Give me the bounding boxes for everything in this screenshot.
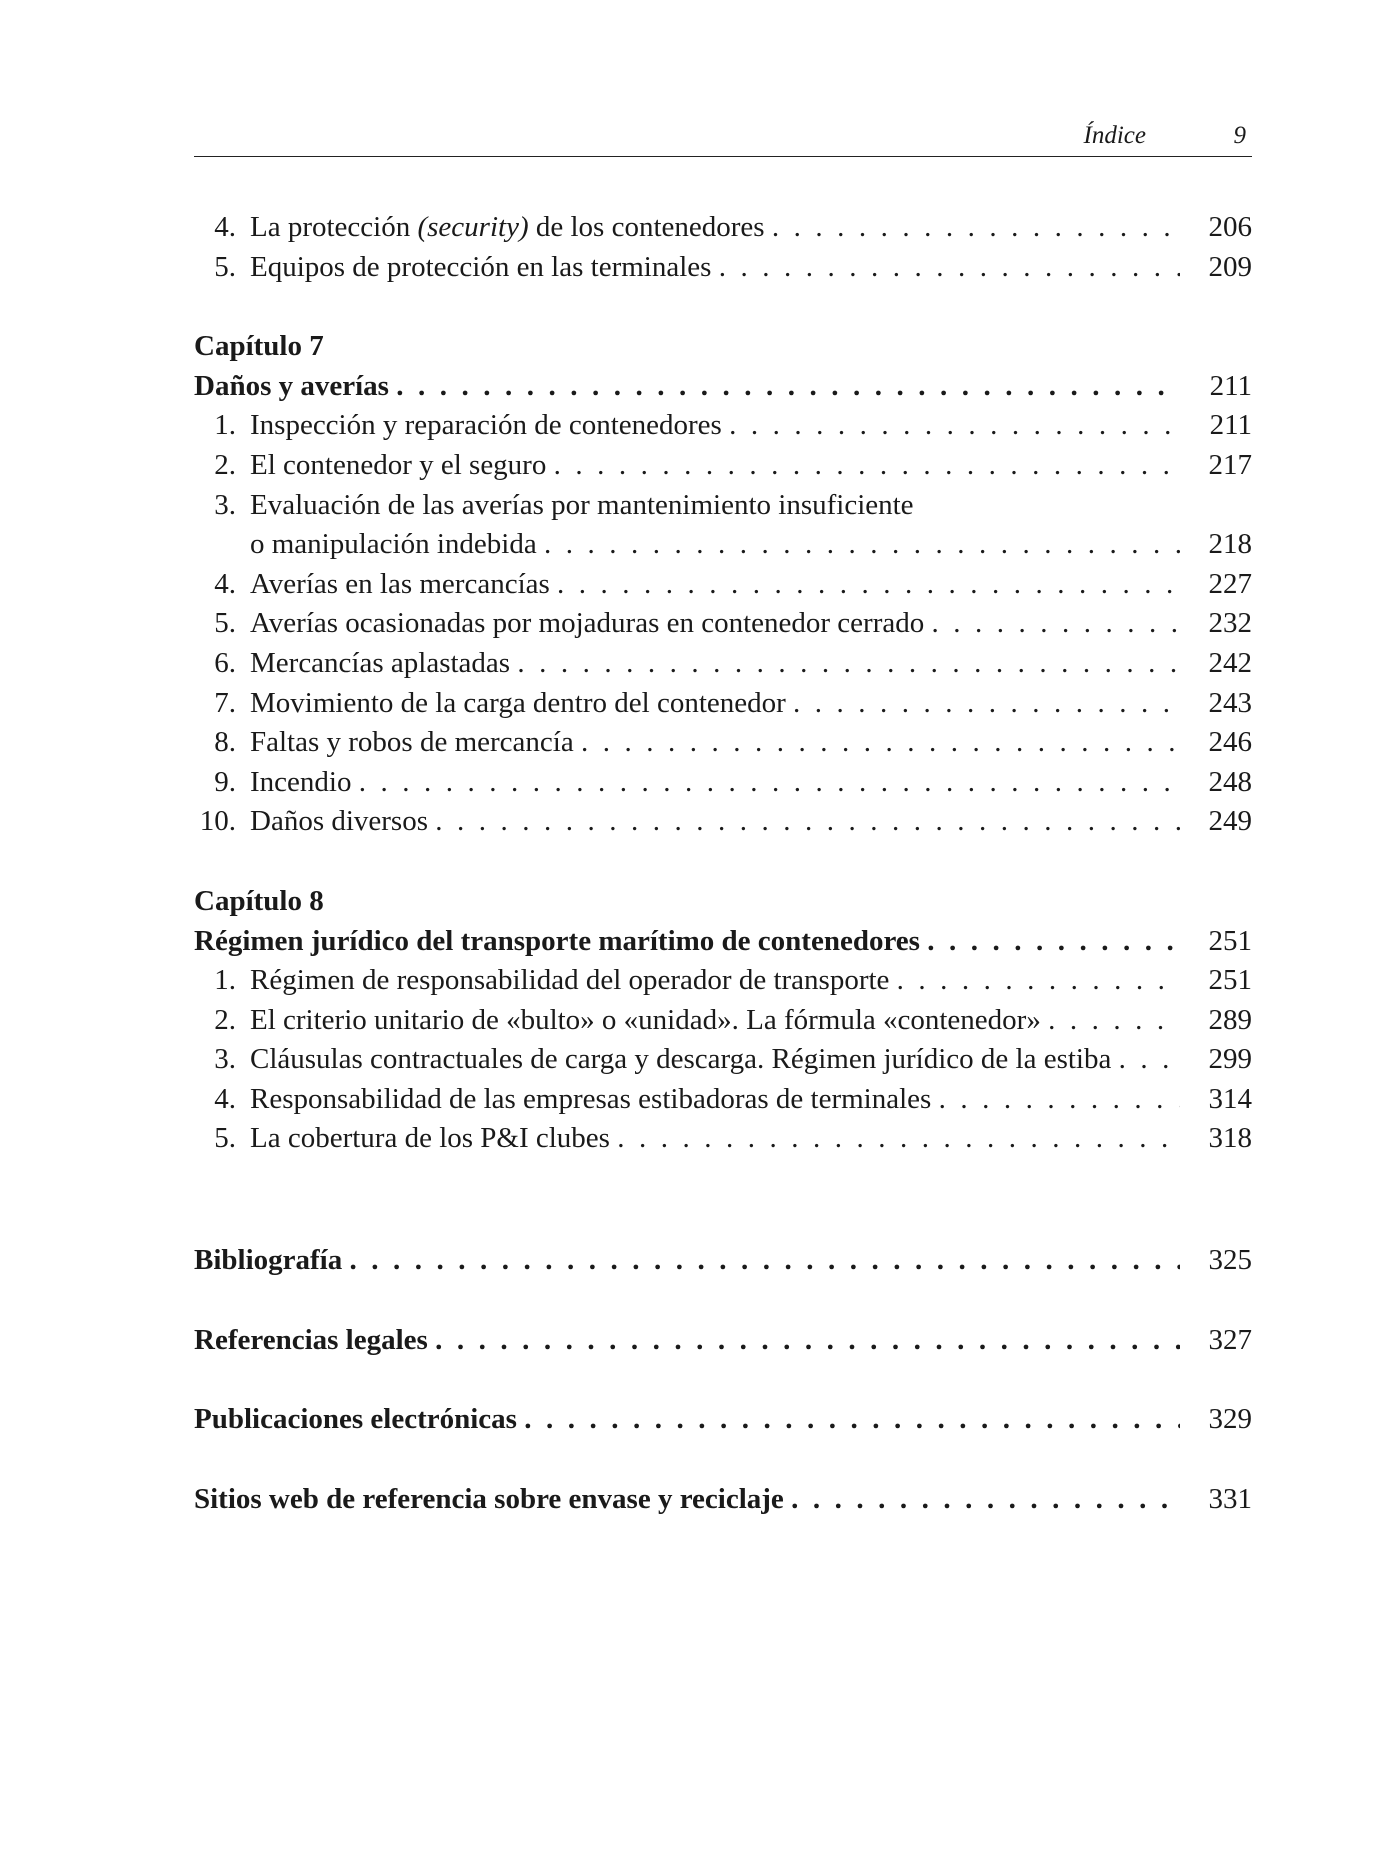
back-matter-title: Sitios web de referencia sobre envase y reciclaje [194, 1482, 784, 1515]
toc-entry[interactable] [194, 565, 1252, 605]
toc-entry-title: El contenedor y el seguro [250, 448, 547, 481]
toc-entry-number: 4. [214, 1082, 236, 1115]
toc-entry-title: Evaluación de las averías por mantenimiento insuficiente [250, 488, 914, 521]
running-header-title: Índice [1083, 122, 1146, 149]
toc-entry-continuation[interactable] [194, 525, 1252, 565]
toc-entry-title: Régimen de responsabilidad del operador de transporte [250, 964, 890, 997]
toc-entry[interactable] [194, 684, 1252, 724]
toc-entry-page: 227 [1208, 567, 1252, 600]
back-matter-entry[interactable] [194, 1480, 1252, 1520]
toc-entry-number: 9. [214, 765, 236, 798]
toc-entry[interactable] [194, 961, 1252, 1001]
toc-entry-title: Responsabilidad de las empresas estibadoras de terminales [250, 1082, 932, 1115]
running-header-page-number: 9 [1233, 122, 1246, 149]
toc-entry[interactable] [194, 486, 1252, 526]
toc-entry[interactable] [194, 1040, 1252, 1080]
toc-entry[interactable] [194, 446, 1252, 486]
toc-entry-title: Daños diversos [250, 805, 429, 838]
toc-entry-title: La protección (security) de los contenedores [250, 211, 765, 243]
toc-entry-page: 206 [1208, 211, 1252, 243]
toc-entry-page: 211 [1209, 409, 1252, 442]
toc-entry-page: 232 [1208, 607, 1252, 640]
toc-entry-title: Movimiento de la carga dentro del contenedor [250, 686, 786, 719]
toc-entry[interactable] [194, 248, 1252, 288]
toc-entry[interactable] [194, 723, 1252, 763]
toc-entry-title: Equipos de protección en las terminales [250, 250, 712, 283]
toc-entry[interactable] [194, 604, 1252, 644]
chapter-label: Capítulo 8 [194, 884, 324, 917]
back-matter-title: Bibliografía [194, 1244, 343, 1277]
toc-entry-title: El criterio unitario de «bulto» o «unidad». La fórmula «contenedor» [250, 1003, 1041, 1036]
toc-entry[interactable] [194, 1001, 1252, 1041]
back-matter-entry[interactable] [194, 1241, 1252, 1281]
toc-entry-number: 5. [214, 250, 236, 283]
toc-entry-number: 1. [214, 964, 236, 997]
toc-entry-page: 299 [1208, 1043, 1252, 1076]
back-matter-page: 329 [1208, 1403, 1252, 1436]
toc-entry-number: 10. [199, 805, 236, 838]
toc-entry-number: 6. [214, 646, 236, 679]
chapter-title-entry[interactable] [194, 367, 1252, 407]
toc-entry[interactable] [194, 1080, 1252, 1120]
toc-entry-title: Averías en las mercancías [250, 567, 550, 600]
back-matter-title: Referencias legales [194, 1323, 428, 1356]
back-matter-page: 331 [1208, 1482, 1252, 1515]
toc-entry-page: 246 [1208, 726, 1252, 759]
toc-entry-title-continuation: o manipulación indebida [250, 528, 537, 561]
back-matter-entry[interactable] [194, 1400, 1252, 1440]
chapter-title: Daños y averías [194, 369, 389, 402]
running-header [194, 118, 1252, 157]
table-of-contents [194, 208, 1252, 1519]
toc-entry-page: 209 [1208, 250, 1252, 283]
toc-entry-page: 289 [1208, 1003, 1252, 1036]
toc-entry-number: 7. [214, 686, 236, 719]
back-matter-page: 325 [1208, 1244, 1252, 1277]
toc-entry[interactable] [194, 763, 1252, 803]
toc-entry-number: 4. [214, 567, 236, 600]
toc-entry-page: 249 [1208, 805, 1252, 838]
back-matter-title: Publicaciones electrónicas [194, 1403, 517, 1436]
toc-entry-title: Inspección y reparación de contenedores [250, 409, 722, 442]
toc-entry-number: 1. [214, 409, 236, 442]
toc-entry-number: 5. [214, 607, 236, 640]
chapter-label: Capítulo 7 [194, 330, 324, 363]
chapter-title: Régimen jurídico del transporte marítimo de contenedores [194, 924, 920, 957]
back-matter-entry[interactable] [194, 1321, 1252, 1361]
toc-entry-page: 243 [1208, 686, 1252, 719]
toc-entry-page: 248 [1208, 765, 1252, 798]
chapter-title-entry[interactable] [194, 922, 1252, 962]
toc-entry[interactable] [194, 406, 1252, 446]
toc-entry-title: Incendio [250, 765, 352, 798]
toc-entry-number: 4. [214, 211, 236, 243]
toc-entry-title: Averías ocasionadas por mojaduras en contenedor cerrado [250, 607, 925, 640]
toc-entry-page: 242 [1208, 646, 1252, 679]
toc-entry-page: 318 [1208, 1122, 1252, 1155]
toc-entry-number: 5. [214, 1122, 236, 1155]
toc-entry[interactable] [194, 208, 1252, 248]
toc-entry[interactable] [194, 1119, 1252, 1159]
chapter-title-page: 251 [1208, 924, 1252, 957]
toc-entry-page: 218 [1208, 528, 1252, 561]
toc-entry-title: Mercancías aplastadas [250, 646, 511, 679]
toc-entry-number: 2. [214, 448, 236, 481]
toc-entry-title: Cláusulas contractuales de carga y descarga. Régimen jurídico de la estiba [250, 1043, 1112, 1076]
toc-entry-title: La cobertura de los P&I clubes [250, 1122, 610, 1155]
back-matter-page: 327 [1208, 1323, 1252, 1356]
toc-entry-number: 3. [214, 488, 236, 521]
toc-entry-number: 2. [214, 1003, 236, 1036]
toc-entry-page: 217 [1208, 448, 1252, 481]
toc-entry-page: 314 [1208, 1082, 1252, 1115]
chapter-title-page: 211 [1209, 369, 1252, 402]
toc-entry[interactable] [194, 802, 1252, 842]
toc-entry-page: 251 [1208, 964, 1252, 997]
toc-entry[interactable] [194, 644, 1252, 684]
toc-entry-title: Faltas y robos de mercancía [250, 726, 574, 759]
toc-entry-number: 3. [214, 1043, 236, 1076]
toc-entry-number: 8. [214, 726, 236, 759]
